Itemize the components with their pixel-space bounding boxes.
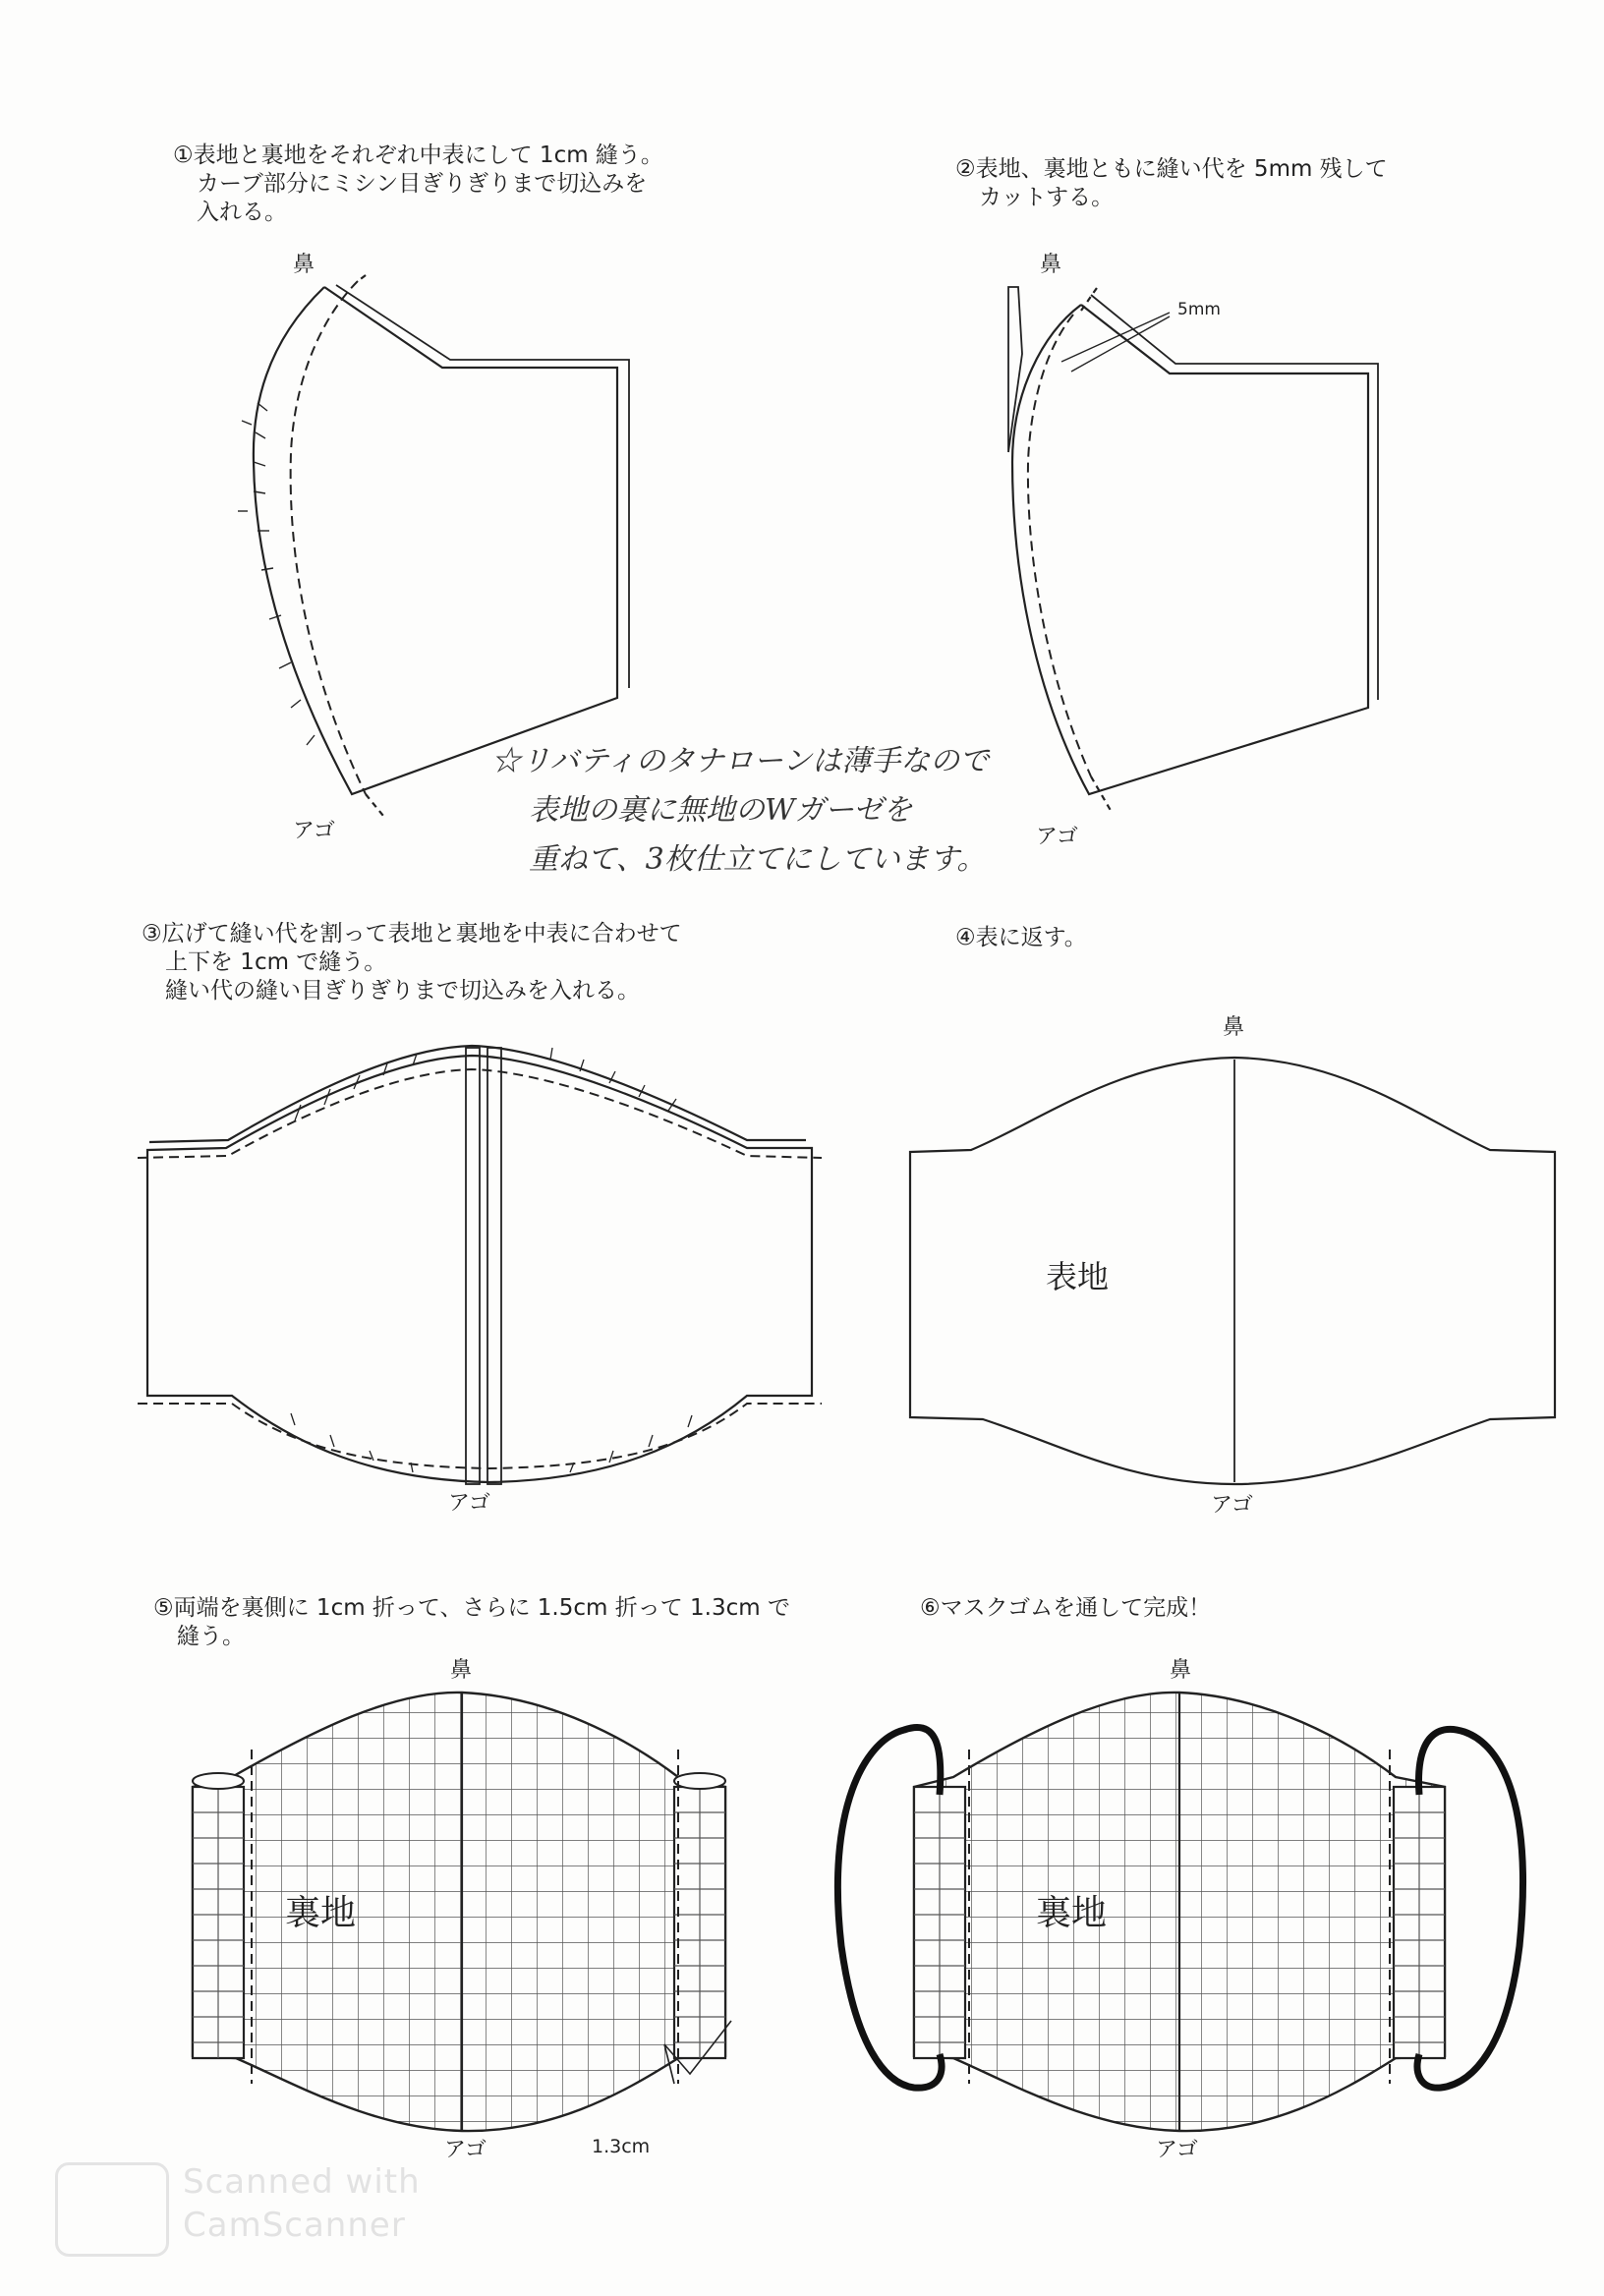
- fig1-nose-label: 鼻: [293, 253, 315, 277]
- figure-5-folded-edges: [187, 1671, 737, 2143]
- fig2-nose-label: 鼻: [1040, 253, 1062, 277]
- fig5-chin-label: アゴ: [444, 2138, 487, 2162]
- fig5-1-3cm-label: 1.3cm: [592, 2136, 651, 2157]
- fig6-lining-label: 裏地: [1036, 1893, 1108, 1933]
- handwritten-note: [491, 737, 989, 885]
- step-1-line-2: カーブ部分にミシン目ぎりぎりまで切込みを: [197, 171, 648, 197]
- step-1-line-3: 入れる。: [197, 200, 287, 225]
- figure-1-half-mask-sewn: [238, 275, 629, 816]
- step-2-line-2: カットする。: [979, 185, 1115, 210]
- step-2-line-1: ②表地、裏地ともに縫い代を 5mm 残して: [955, 156, 1388, 182]
- fig2-5mm-label: 5mm: [1177, 300, 1221, 319]
- fig6-chin-label: アゴ: [1156, 2138, 1198, 2162]
- fig6-nose-label: 鼻: [1170, 1658, 1192, 1683]
- step-6-line-1: ⑥マスクゴムを通して完成！: [920, 1595, 1212, 1621]
- step-3-line-3: 縫い代の縫い目ぎりぎりまで切込みを入れる。: [165, 978, 640, 1004]
- figure-4-turned-mask: [910, 1058, 1555, 1484]
- step-5-line-1: ⑤両端を裏側に 1cm 折って、さらに 1.5cm 折って 1.3cm で: [153, 1595, 790, 1621]
- fig1-chin-label: アゴ: [293, 819, 335, 843]
- fig4-outer-label: 表地: [1046, 1258, 1110, 1295]
- step-5-line-2: 縫う。: [177, 1624, 245, 1649]
- figure-3-opened-mask-sewn: [138, 1046, 822, 1484]
- fig4-chin-label: アゴ: [1211, 1493, 1253, 1518]
- watermark-line-2: CamScanner: [183, 2206, 406, 2245]
- handwritten-note-line-3: 重ねて、3枚仕立てにしています。: [529, 842, 987, 877]
- step-1-line-1: ①表地と裏地をそれぞれ中表にして 1cm 縫う。: [173, 143, 663, 168]
- camscanner-logo-icon: [55, 2162, 169, 2257]
- figure-6-finished-mask: [837, 1671, 1522, 2143]
- fig3-chin-label: アゴ: [448, 1491, 490, 1516]
- fig5-nose-label: 鼻: [450, 1658, 473, 1683]
- fig5-lining-label: 裏地: [285, 1893, 357, 1933]
- step-4-line-1: ④表に返す。: [955, 925, 1087, 950]
- figure-2-half-mask-trimmed: [1008, 285, 1378, 814]
- handwritten-note-line-2: 表地の裏に無地のWガーゼを: [529, 793, 913, 828]
- handwritten-note-line-1: ☆リバティのタナローンは薄手なので: [491, 744, 990, 778]
- fig2-chin-label: アゴ: [1036, 825, 1078, 849]
- watermark-line-1: Scanned with: [183, 2162, 421, 2202]
- fig4-nose-label: 鼻: [1223, 1015, 1245, 1040]
- step-3-line-1: ③広げて縫い代を割って表地と裏地を中表に合わせて: [142, 921, 682, 947]
- step-3-line-2: 上下を 1cm で縫う。: [165, 949, 387, 975]
